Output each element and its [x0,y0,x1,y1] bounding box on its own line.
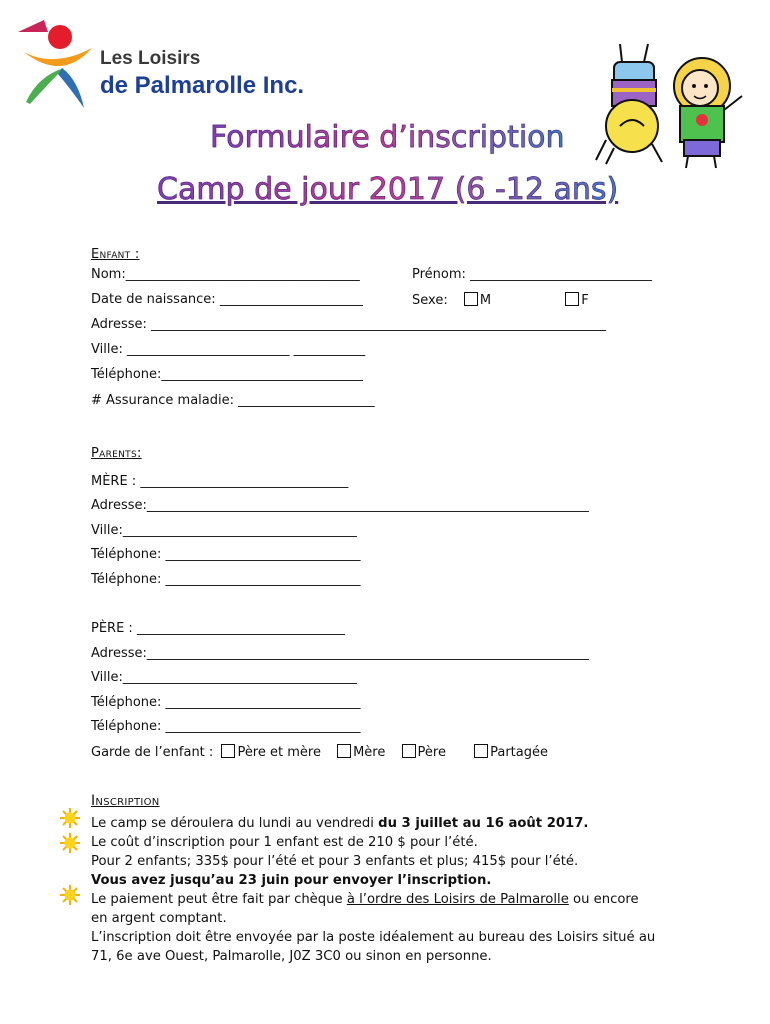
sexe-label: Sexe: [412,293,448,308]
field-pere-telephone-1[interactable]: Téléphone: ______________________________ [91,695,361,710]
inscription-line-cash: en argent comptant. [91,911,227,926]
field-telephone[interactable]: Téléphone:_______________________________ [91,367,363,382]
checkbox-pere-et-mere[interactable] [221,744,235,758]
inscription-line-dates [91,814,588,833]
field-mere-telephone-2[interactable]: Téléphone: ______________________________ [91,572,361,587]
field-mere-adresse[interactable]: Adresse:____________________________________________________________________ [91,498,589,513]
field-pere[interactable]: PÈRE : ________________________________ [91,621,345,636]
field-mere[interactable]: MÈRE : ________________________________ [91,474,349,489]
field-pere-telephone-2[interactable]: Téléphone: ______________________________ [91,719,361,734]
field-assurance-maladie[interactable]: # Assurance maladie: _____________________ [91,393,375,408]
children-clipart [592,40,752,170]
payment-order: à l’ordre des Loisirs de Palmarolle [346,892,569,907]
field-pere-adresse[interactable]: Adresse:____________________________________________________________________ [91,646,589,661]
field-ville[interactable]: Ville: _________________________ ___________ [91,342,366,357]
inscription-line-cost: Le coût d’inscription pour 1 enfant est de 210 $ pour l’été. [91,835,478,850]
field-mere-telephone-1[interactable]: Téléphone: ______________________________ [91,547,361,562]
section-inscription: Inscription [91,793,160,809]
section-enfant: Enfant : [91,247,140,262]
inscription-line-deadline: Vous avez jusqu’au 23 juin pour envoyer l’inscription. [91,873,492,888]
sun-icon [60,808,80,828]
label-partagee: Partagée [490,745,548,760]
payment-text-end: ou encore [568,892,639,907]
field-nom[interactable]: Nom:____________________________________ [91,267,360,282]
org-name-line2: de Palmarolle Inc. [100,72,305,99]
field-prenom[interactable]: Prénom: ____________________________ [412,267,653,282]
label-m: M [479,293,492,308]
label-f: F [581,293,589,308]
inscription-line-mail: L’inscription doit être envoyée par la poste idéalement au bureau des Loisirs situé au [91,930,656,945]
org-name-line1: Les Loisirs [100,48,201,69]
sun-icon [60,885,80,905]
checkbox-f[interactable] [565,292,579,306]
label-pere-et-mere: Père et mère [237,745,321,760]
label-pere: Père [417,745,446,760]
dates-bold: du 3 juillet au 16 août 2017. [378,816,589,831]
form-title: Formulaire d’inscription [210,120,565,155]
garde-label: Garde de l’enfant : [91,745,214,760]
field-pere-ville[interactable]: Ville:____________________________________ [91,670,357,685]
org-logo [14,10,104,110]
checkbox-mere[interactable] [337,744,351,758]
checkbox-partagee[interactable] [474,744,488,758]
inscription-line-address: 71, 6e ave Ouest, Palmarolle, J0Z 3C0 ou sinon en personne. [91,949,492,964]
field-garde [91,744,548,760]
form-subtitle: Camp de jour 2017 (6 -12 ans) [157,172,619,207]
checkbox-pere[interactable] [402,744,416,758]
label-mere: Mère [353,745,386,760]
field-mere-ville[interactable]: Ville:____________________________________ [91,523,357,538]
dates-text: Le camp se déroulera du lundi au vendredi [91,816,379,831]
field-date-naissance[interactable]: Date de naissance: ______________________ [91,292,363,307]
field-sexe [412,292,589,308]
checkbox-m[interactable] [464,292,478,306]
payment-text: Le paiement peut être fait par chèque [91,892,347,907]
inscription-line-cost-multi: Pour 2 enfants; 335$ pour l’été et pour 3 enfants et plus; 415$ pour l’été. [91,854,579,869]
inscription-line-payment [91,890,639,909]
section-parents: Parents: [91,446,142,461]
sun-icon [60,833,80,853]
field-adresse[interactable]: Adresse: ______________________________________________________________________ [91,317,607,332]
